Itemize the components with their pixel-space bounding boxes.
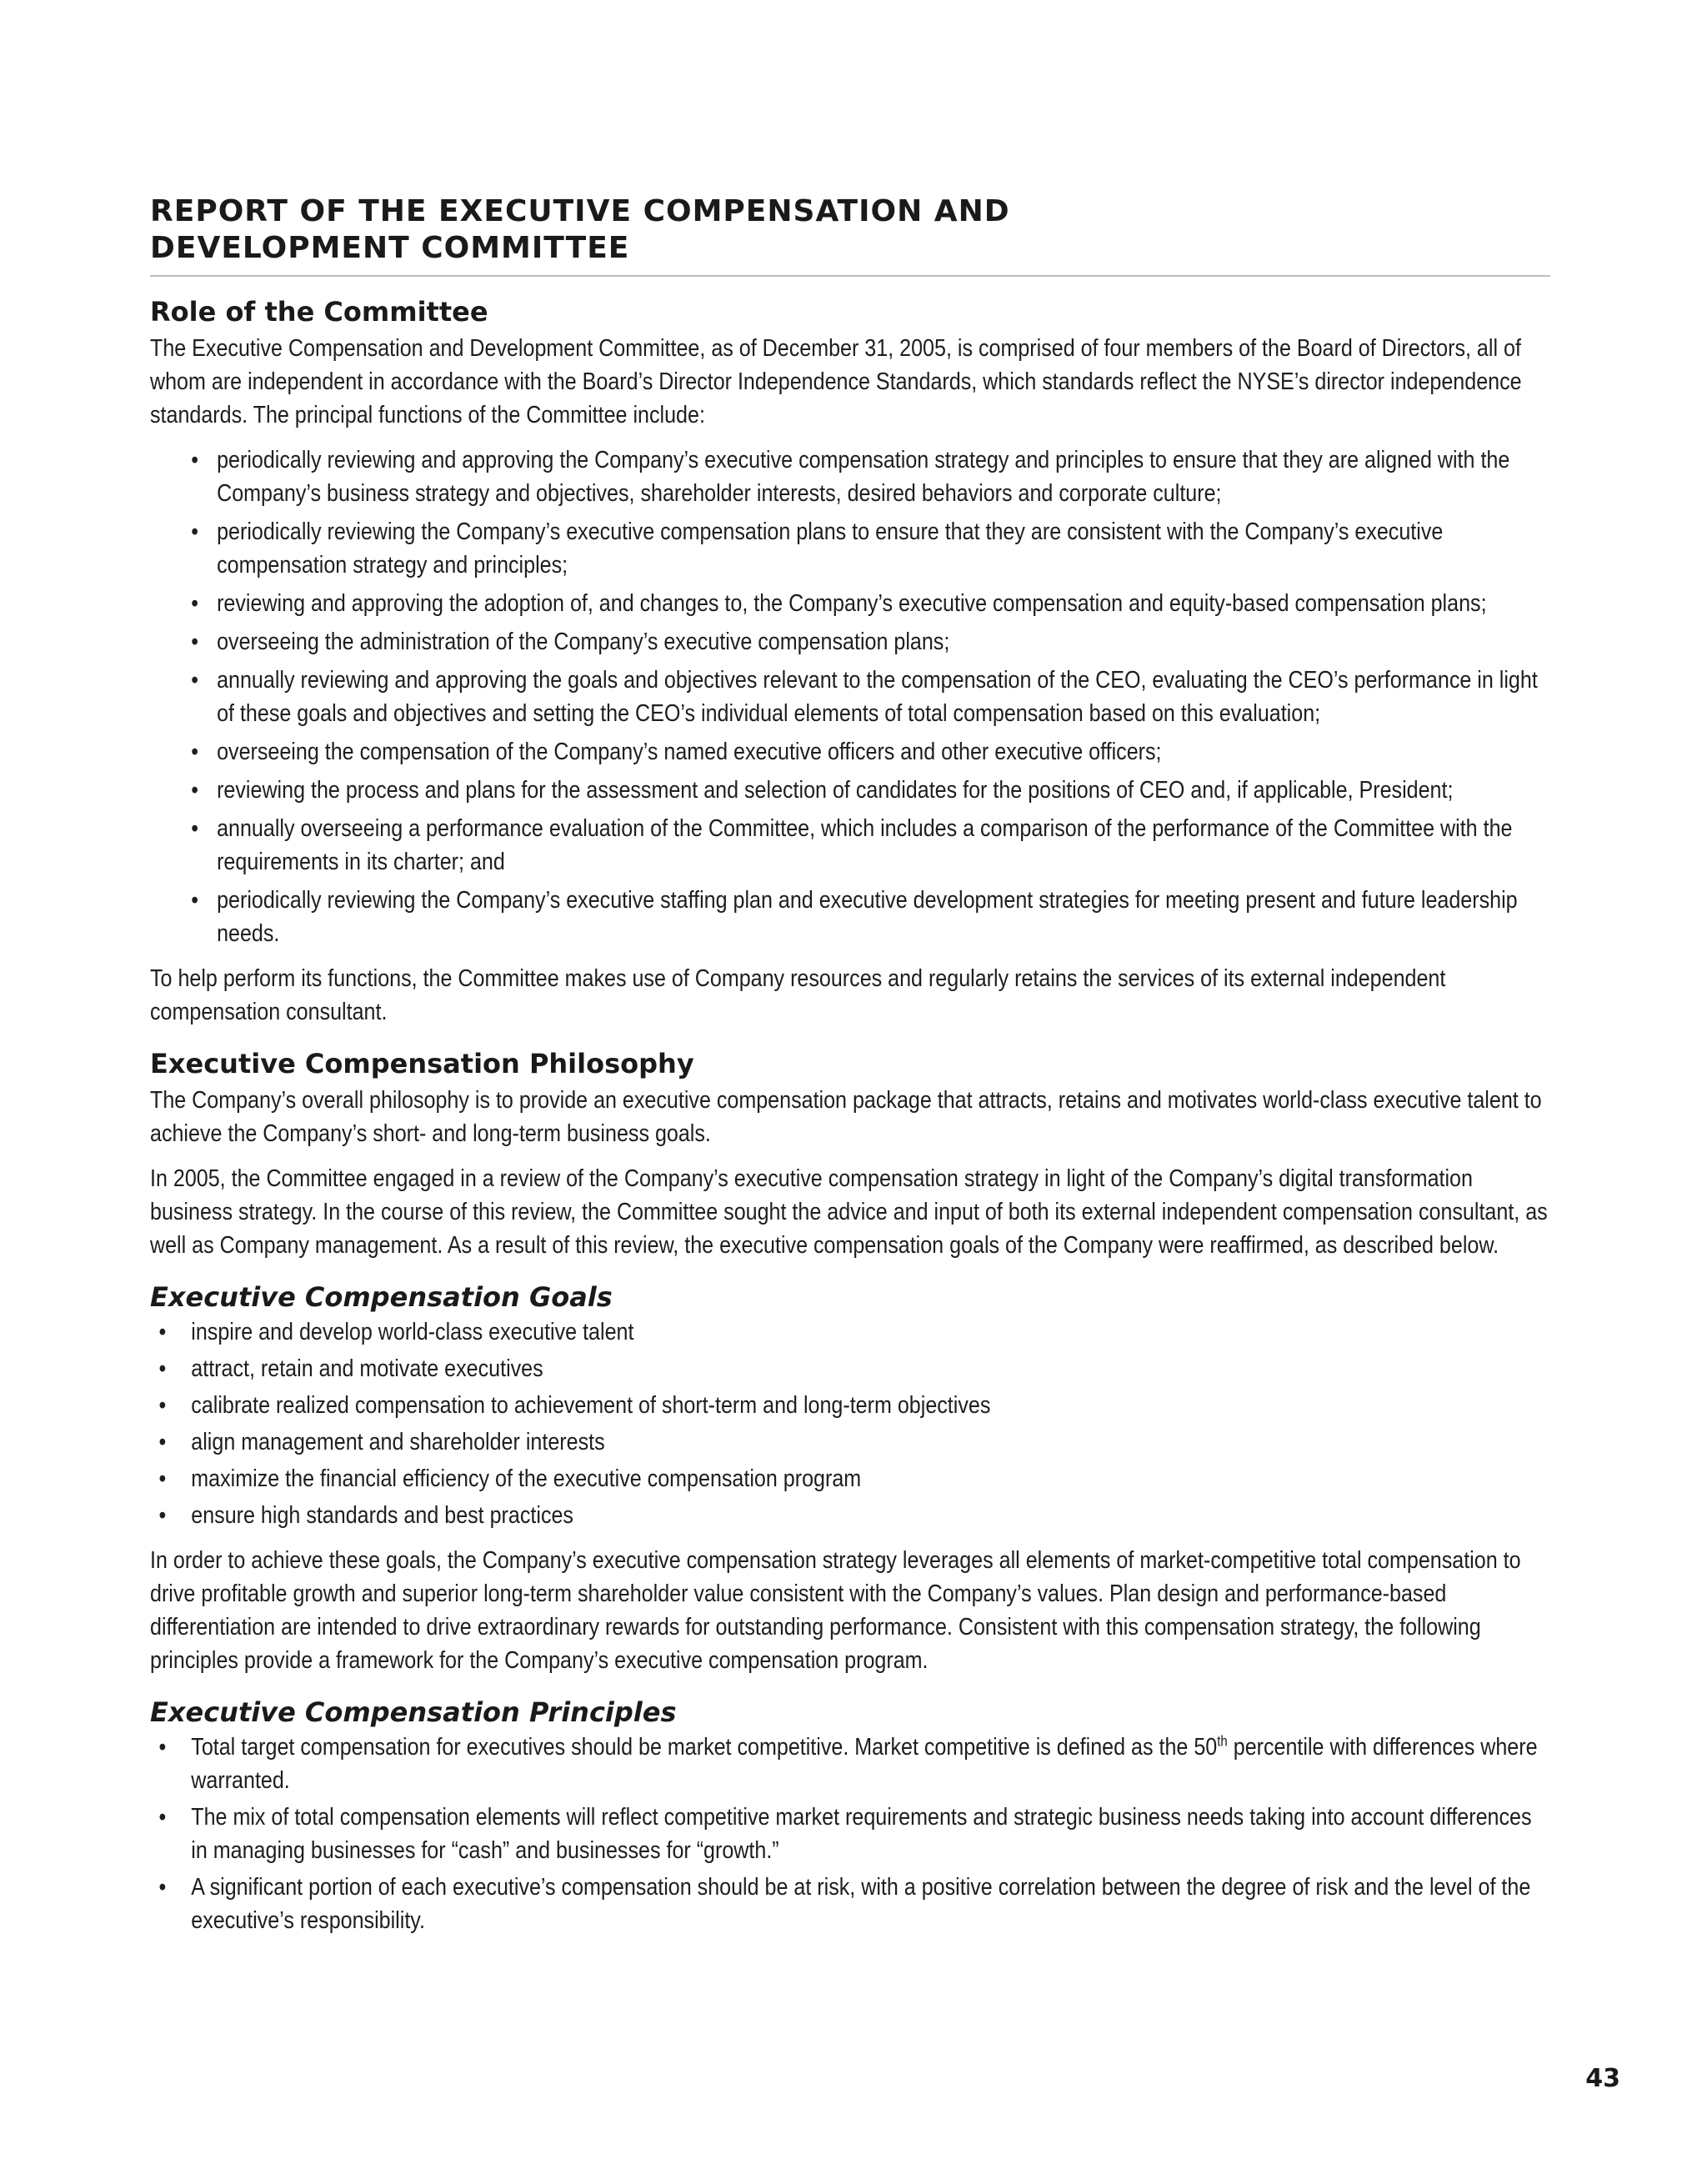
list-item: • reviewing the process and plans for the assessment and selection of candidates for the positions of CEO and, if applicable, President; — [150, 774, 1549, 807]
list-item: • annually reviewing and approving the goals and objectives relevant to the compensation of the CEO, evaluating the CEO’s performance in light of these goals and objectives and setting the CEO’s individual elements of total compensation based on this evaluation; — [150, 664, 1549, 730]
report-title-line-1: REPORT OF THE EXECUTIVE COMPENSATION AND — [150, 194, 1010, 228]
list-item — [150, 1731, 1549, 1797]
list-item: • inspire and develop world-class executive talent — [150, 1315, 1549, 1349]
list-item: • reviewing and approving the adoption of, and changes to, the Company’s executive compensation and equity-based compensation plans; — [150, 587, 1549, 620]
role-intro: The Executive Compensation and Development Committee, as of December 31, 2005, is comprised of four members of the Board of Directors, all of whom are independent in accordance with the Board’s Director Independence Standards, which standards reflect the NYSE’s director independence standards. The principal functions of the Committee include: — [150, 335, 1522, 428]
list-item: • overseeing the compensation of the Company’s named executive officers and other executive officers; — [150, 735, 1549, 769]
principle-text-after: percentile with differences where warranted. — [191, 1734, 1538, 1794]
philosophy-paragraph-2: In 2005, the Committee engaged in a review of the Company’s executive compensation strategy in light of the Company’s digital transformation business strategy. In the course of this review, the Committee sought the advice and input of both its external independent compensation consultant, as well as Company management. As a result of this review, the executive compensation goals of the Company were reaffirmed, as described below. — [150, 1165, 1548, 1259]
list-item: • periodically reviewing and approving the Company’s executive compensation strategy and principles to ensure that they are aligned with the Company’s business strategy and objectives, shareholder interests, desired behaviors and corporate culture; — [150, 443, 1549, 510]
goals-heading: Executive Compensation Goals — [150, 1281, 613, 1313]
list-item: • ensure high standards and best practices — [150, 1499, 1549, 1532]
role-heading: Role of the Committee — [150, 296, 488, 328]
list-item: • The mix of total compensation elements will reflect competitive market requirements and strategic business needs taking into account differences in managing businesses for “cash” and businesses for “growth.” — [150, 1801, 1549, 1867]
goals-list — [150, 1315, 1550, 1532]
principles-list — [150, 1731, 1550, 1937]
page-number: 43 — [1585, 2064, 1620, 2093]
report-page — [150, 193, 1550, 1949]
report-title-line-2: DEVELOPMENT COMMITTEE — [150, 231, 630, 265]
list-item: • maximize the financial efficiency of the executive compensation program — [150, 1462, 1549, 1495]
ordinal-suffix: th — [1217, 1733, 1228, 1750]
goals-closing: In order to achieve these goals, the Company’s executive compensation strategy leverages all elements of market-competitive total compensation to drive profitable growth and superior long-term shareholder value consistent with the Company’s values. Plan design and performance-based differentiation are intended to drive extraordinary rewards for outstanding performance. Consistent with this compensation strategy, the following principles provide a framework for the Company’s executive compensation program. — [150, 1547, 1521, 1674]
committee-functions-list — [150, 443, 1550, 950]
list-item: • periodically reviewing the Company’s executive staffing plan and executive development strategies for meeting present and future leadership needs. — [150, 884, 1549, 950]
role-closing: To help perform its functions, the Committee makes use of Company resources and regularly retains the services of its external independent compensation consultant. — [150, 965, 1446, 1025]
list-item: • periodically reviewing the Company’s executive compensation plans to ensure that they are consistent with the Company’s executive compensation strategy and principles; — [150, 515, 1549, 582]
list-item: • attract, retain and motivate executives — [150, 1352, 1549, 1385]
list-item: • calibrate realized compensation to achievement of short-term and long-term objectives — [150, 1389, 1549, 1422]
list-item: • overseeing the administration of the Company’s executive compensation plans; — [150, 625, 1549, 659]
philosophy-paragraph-1: The Company’s overall philosophy is to provide an executive compensation package that attracts, retains and motivates world-class executive talent to achieve the Company’s short- and long-term business goals. — [150, 1087, 1542, 1147]
list-item: • A significant portion of each executive’s compensation should be at risk, with a positive correlation between the degree of risk and the level of the executive’s responsibility. — [150, 1871, 1549, 1937]
report-title — [150, 193, 1550, 267]
principles-heading: Executive Compensation Principles — [150, 1696, 677, 1728]
title-divider — [150, 275, 1550, 277]
principle-text-before: Total target compensation for executives should be market competitive. Market competitive is defined as the 50 — [191, 1734, 1218, 1761]
philosophy-heading: Executive Compensation Philosophy — [150, 1048, 694, 1079]
list-item: • align management and shareholder interests — [150, 1425, 1549, 1459]
list-item: • annually overseeing a performance evaluation of the Committee, which includes a comparison of the performance of the Committee with the requirements in its charter; and — [150, 812, 1549, 879]
